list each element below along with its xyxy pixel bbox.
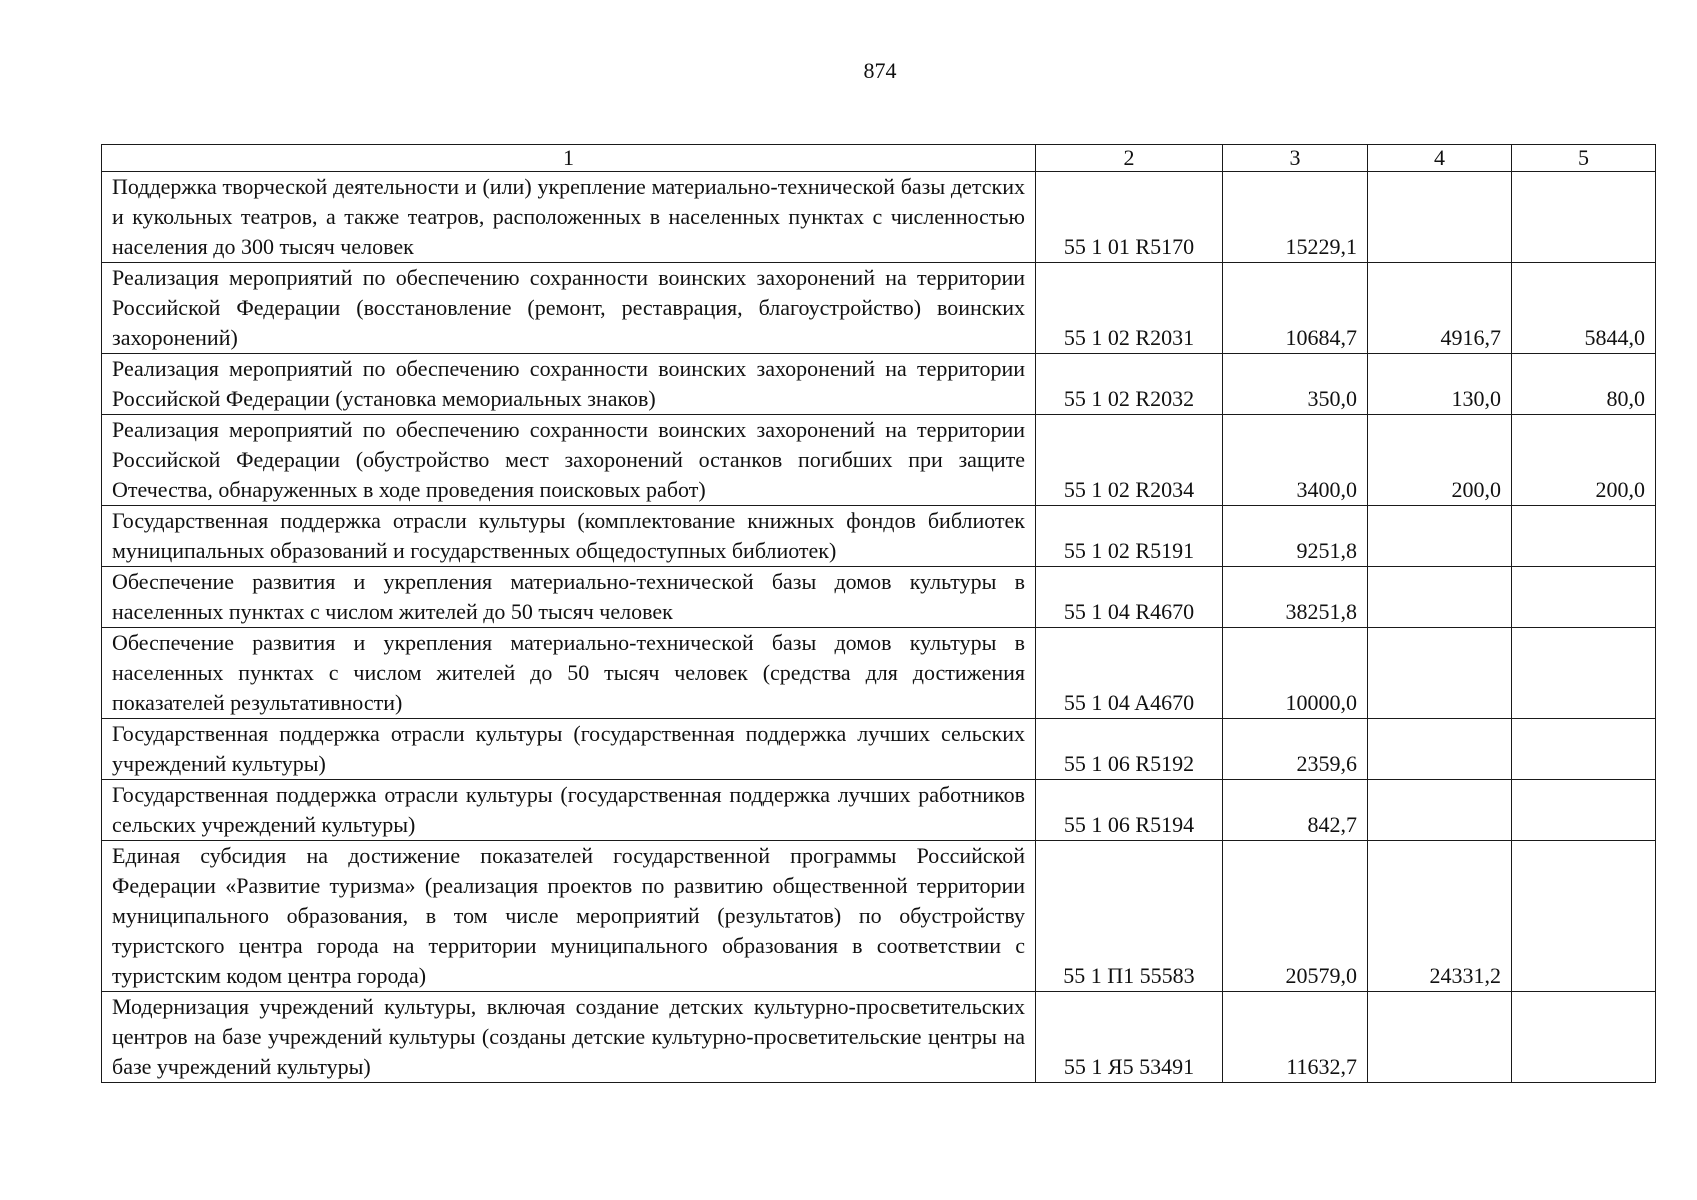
table-header-row: [102, 145, 1656, 172]
row-value-col4: [1368, 172, 1512, 263]
table-row: [102, 992, 1656, 1083]
row-code-cell: 55 1 02 R2032: [1036, 354, 1223, 415]
row-value-col3: 10684,7: [1223, 263, 1368, 354]
row-value-col4: 24331,2: [1368, 841, 1512, 992]
row-value-col5: [1512, 780, 1656, 841]
row-name-cell: Единая субсидия на достижение показателей государственной программы Российской Федерации «Развитие туризма» (реализация проектов по развитию общественной территории муниципального образования, в том числе мероприятий (результатов) по обустройству туристского центра города на территории муниципального образования в соответствии с туристским кодом центра города): [102, 841, 1036, 992]
row-value-col3: 350,0: [1223, 354, 1368, 415]
row-name-cell: Модернизация учреждений культуры, включая создание детских культурно-просветительских центров на базе учреждений культуры (созданы детские культурно-просветительские центры на базе учреждений культуры): [102, 992, 1036, 1083]
row-value-col5: [1512, 992, 1656, 1083]
row-value-col3: 15229,1: [1223, 172, 1368, 263]
table-row: [102, 628, 1656, 719]
table-row: [102, 415, 1656, 506]
row-value-col4: [1368, 628, 1512, 719]
row-value-col4: 130,0: [1368, 354, 1512, 415]
page-number: 874: [863, 58, 897, 83]
row-code-cell: 55 1 02 R2031: [1036, 263, 1223, 354]
row-value-col5: [1512, 719, 1656, 780]
row-code-cell: 55 1 06 R5192: [1036, 719, 1223, 780]
row-value-col4: 200,0: [1368, 415, 1512, 506]
row-name-cell: Государственная поддержка отрасли культуры (государственная поддержка лучших сельских учреждений культуры): [102, 719, 1036, 780]
row-code-cell: 55 1 П1 55583: [1036, 841, 1223, 992]
row-value-col3: 10000,0: [1223, 628, 1368, 719]
row-value-col5: 5844,0: [1512, 263, 1656, 354]
table-body: [102, 145, 1656, 1083]
column-header-3: 3: [1223, 145, 1368, 172]
table-row: [102, 354, 1656, 415]
row-value-col5: 200,0: [1512, 415, 1656, 506]
row-code-cell: 55 1 04 R4670: [1036, 567, 1223, 628]
row-value-col4: 4916,7: [1368, 263, 1512, 354]
row-name-cell: Государственная поддержка отрасли культуры (комплектование книжных фондов библиотек муниципальных образований и государственных общедоступных библиотек): [102, 506, 1036, 567]
row-value-col4: [1368, 780, 1512, 841]
row-value-col3: 11632,7: [1223, 992, 1368, 1083]
row-code-cell: 55 1 06 R5194: [1036, 780, 1223, 841]
table-row: [102, 172, 1656, 263]
row-name-cell: Государственная поддержка отрасли культуры (государственная поддержка лучших работников сельских учреждений культуры): [102, 780, 1036, 841]
row-name-cell: Реализация мероприятий по обеспечению сохранности воинских захоронений на территории Российской Федерации (восстановление (ремонт, реставрация, благоустройство) воинских захоронений): [102, 263, 1036, 354]
row-value-col5: [1512, 567, 1656, 628]
row-value-col5: [1512, 506, 1656, 567]
table-row: [102, 780, 1656, 841]
table-row: [102, 567, 1656, 628]
row-value-col3: 9251,8: [1223, 506, 1368, 567]
row-code-cell: 55 1 02 R2034: [1036, 415, 1223, 506]
row-value-col4: [1368, 567, 1512, 628]
row-value-col5: 80,0: [1512, 354, 1656, 415]
row-value-col3: 842,7: [1223, 780, 1368, 841]
row-code-cell: 55 1 04 A4670: [1036, 628, 1223, 719]
table-row: [102, 506, 1656, 567]
column-header-2: 2: [1036, 145, 1223, 172]
row-name-cell: Поддержка творческой деятельности и (или) укрепление материально-технической базы детских и кукольных театров, а также театров, расположенных в населенных пунктах с численностью населения до 300 тысяч человек: [102, 172, 1036, 263]
row-code-cell: 55 1 Я5 53491: [1036, 992, 1223, 1083]
row-value-col3: 20579,0: [1223, 841, 1368, 992]
row-value-col4: [1368, 719, 1512, 780]
row-value-col5: [1512, 628, 1656, 719]
row-value-col3: 38251,8: [1223, 567, 1368, 628]
column-header-5: 5: [1512, 145, 1656, 172]
row-value-col4: [1368, 506, 1512, 567]
table-row: [102, 841, 1656, 992]
row-code-cell: 55 1 01 R5170: [1036, 172, 1223, 263]
table-row: [102, 719, 1656, 780]
column-header-1: 1: [102, 145, 1036, 172]
table-row: [102, 263, 1656, 354]
row-name-cell: Реализация мероприятий по обеспечению сохранности воинских захоронений на территории Российской Федерации (установка мемориальных знаков): [102, 354, 1036, 415]
row-name-cell: Обеспечение развития и укрепления материально-технической базы домов культуры в населенных пунктах с числом жителей до 50 тысяч человек (средства для достижения показателей результативности): [102, 628, 1036, 719]
row-value-col5: [1512, 841, 1656, 992]
column-header-4: 4: [1368, 145, 1512, 172]
row-value-col4: [1368, 992, 1512, 1083]
row-name-cell: Реализация мероприятий по обеспечению сохранности воинских захоронений на территории Российской Федерации (обустройство мест захоронений останков погибших при защите Отечества, обнаруженных в ходе проведения поисковых работ): [102, 415, 1036, 506]
row-value-col3: 2359,6: [1223, 719, 1368, 780]
row-value-col3: 3400,0: [1223, 415, 1368, 506]
row-code-cell: 55 1 02 R5191: [1036, 506, 1223, 567]
budget-table: [101, 144, 1656, 1083]
row-name-cell: Обеспечение развития и укрепления материально-технической базы домов культуры в населенных пунктах с числом жителей до 50 тысяч человек: [102, 567, 1036, 628]
row-value-col5: [1512, 172, 1656, 263]
